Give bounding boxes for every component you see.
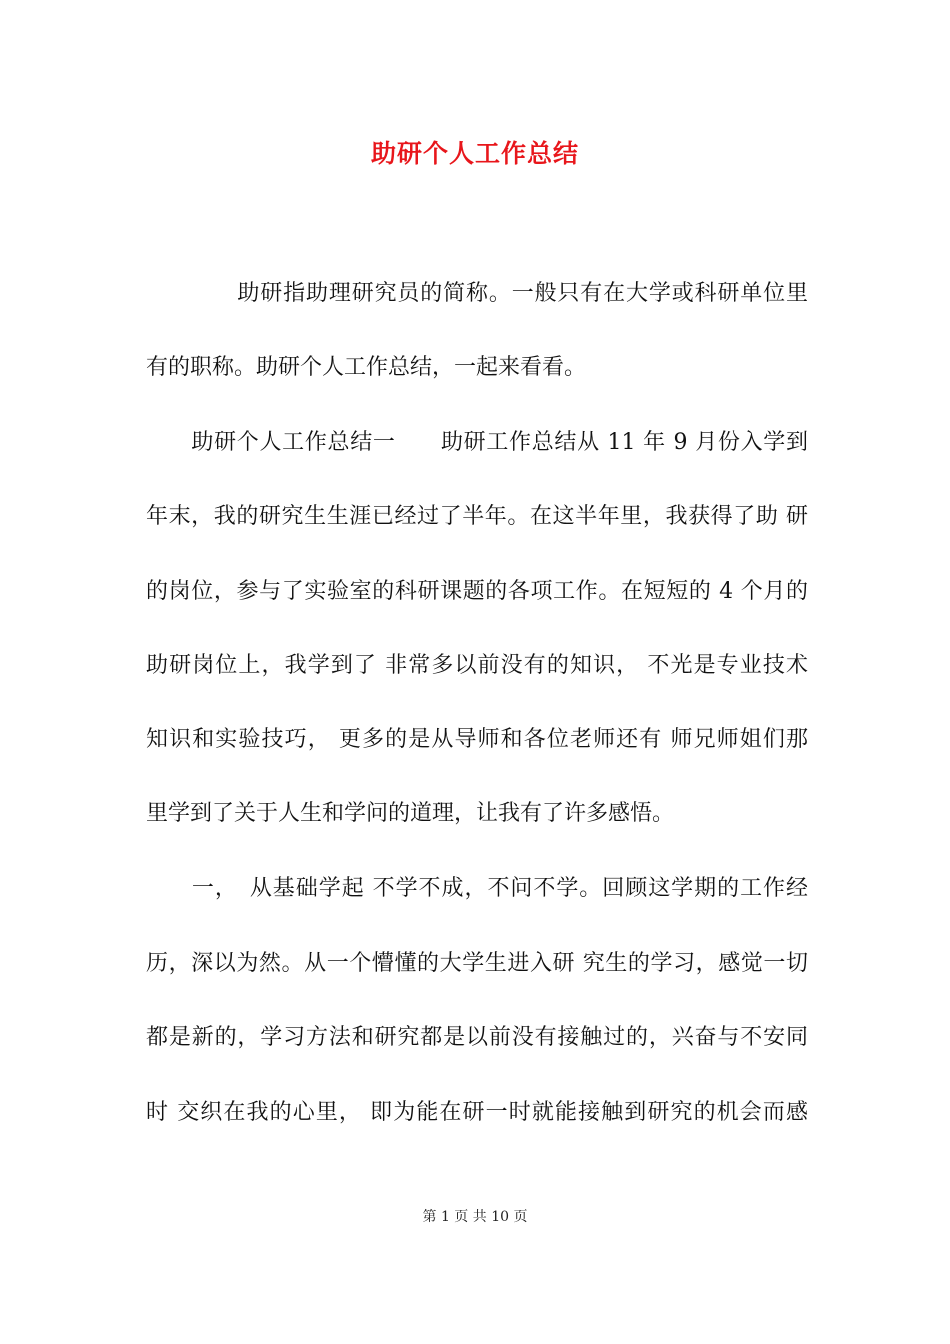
page-title: 助研个人工作总结 bbox=[370, 139, 579, 168]
paragraph-line: 时 交织在我的心里， 即为能在研一时就能接触到研究的机会而感 bbox=[146, 1100, 808, 1125]
paragraph-line: 都是新的，学习方法和研究都是以前没有接触过的，兴奋与不安同 bbox=[146, 1025, 808, 1050]
paragraph-line: 助研个人工作总结一 助研工作总结从 11 年 9 月份入学到 bbox=[146, 430, 808, 455]
paragraph-line: 年末，我的研究生生涯已经过了半年。在这半年里，我获得了助 研 bbox=[146, 504, 808, 529]
page-footer: 第 1 页 共 10 页 bbox=[422, 1209, 528, 1225]
paragraph-line: 知识和实验技巧， 更多的是从导师和各位老师还有 师兄师姐们那 bbox=[146, 727, 808, 752]
paragraph-line: 助研岗位上，我学到了 非常多以前没有的知识， 不光是专业技术 bbox=[146, 653, 808, 678]
paragraph-line: 有的职称。助研个人工作总结，一起来看看。 bbox=[146, 355, 587, 380]
paragraph-line: 里学到了关于人生和学问的道理，让我有了许多感悟。 bbox=[146, 801, 675, 826]
paragraph-line: 历，深以为然。从一个懵懂的大学生进入研 究生的学习，感觉一切 bbox=[146, 951, 808, 976]
paragraph-line: 一， 从基础学起 不学不成，不问不学。回顾这学期的工作经 bbox=[146, 876, 808, 901]
paragraph-line: 的岗位，参与了实验室的科研课题的各项工作。在短短的 4 个月的 bbox=[146, 579, 808, 604]
paragraph-line: 助研指助理研究员的简称。一般只有在大学或科研单位里 bbox=[146, 281, 808, 306]
